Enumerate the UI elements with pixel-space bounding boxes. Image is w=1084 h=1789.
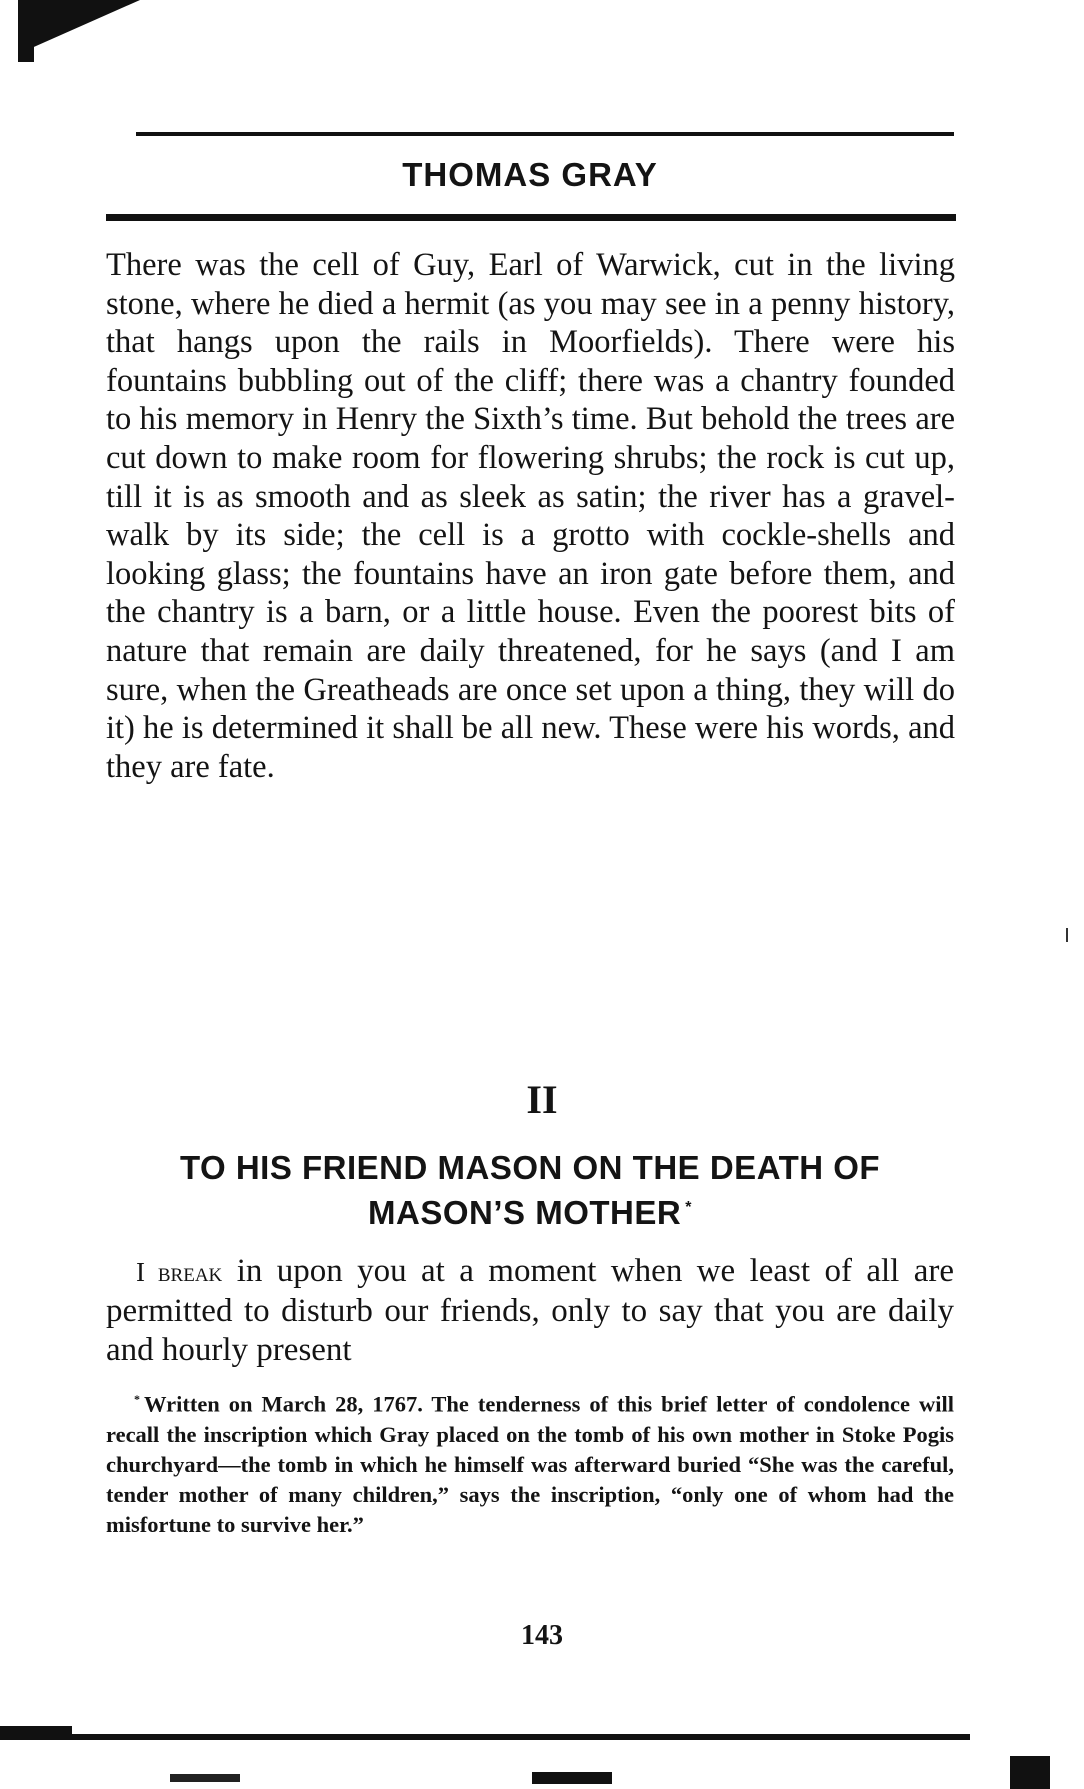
footnote-marker: * bbox=[134, 1392, 140, 1406]
letter-opening bbox=[106, 1252, 954, 1370]
scan-bottom-bar-edge bbox=[0, 1726, 72, 1736]
body-paragraph: There was the cell of Guy, Earl of Warwick, cut in the living stone, where he died a hermit (as you may see in a penny history, that hangs upon the rails in Moorfields). There were his fountains bubbling out of the cliff; there was a chantry founded to his memory in Henry the Sixth’s time. But behold the trees are cut down to make room for flowering shrubs; the rock is cut up, till it is as smooth and as sleek as satin; the river has a gravel-walk by its side; the cell is a grotto with cockle-shells and looking glass; the fountains have an iron gate before them, and the chantry is a barn, or a little house. Even the poorest bits of nature that remain are daily threatened, for he says (and I am sure, when the Greatheads are once set upon a thing, they will do it) he is determined it shall be all new. These were his words, and they are fate. bbox=[106, 247, 955, 785]
scan-bottom-fragment bbox=[170, 1774, 240, 1782]
scan-corner-mark bbox=[18, 0, 140, 54]
scan-margin-tick bbox=[1066, 928, 1068, 942]
scan-corner-stub bbox=[18, 40, 34, 62]
section-title-text: TO HIS FRIEND MASON ON THE DEATH OF MASON’S MOTHER bbox=[179, 1149, 881, 1231]
scan-bottom-right-block bbox=[1010, 1756, 1050, 1789]
section-title bbox=[100, 1148, 960, 1233]
letter-opening-word: I break bbox=[136, 1257, 223, 1287]
running-head: THOMAS GRAY bbox=[402, 156, 658, 193]
header-rule-bottom bbox=[106, 214, 956, 221]
footnote bbox=[106, 1384, 954, 1541]
scan-bottom-center-bar bbox=[532, 1772, 612, 1784]
footnote-text: Written on March 28, 1767. The tenderness of this brief letter of condolence will recall the inscription which Gray placed on the tomb of his own mother in Stoke Pogis churchyard—the tomb in which he himself was afterward buried “She was the careful, tender mother of many children,” says the inscription, “only one of whom had the misfortune to survive her.” bbox=[106, 1391, 954, 1538]
section-numeral: II bbox=[526, 1077, 558, 1122]
footnote-reference-marker: * bbox=[685, 1199, 692, 1216]
scan-bottom-bar bbox=[0, 1734, 970, 1740]
page-number: 143 bbox=[521, 1620, 563, 1651]
header-rule-top bbox=[136, 132, 954, 136]
letter-text: in upon you at a moment when we least of all are permitted to disturb our friends, only to say that you are daily and hourly present bbox=[106, 1253, 954, 1368]
